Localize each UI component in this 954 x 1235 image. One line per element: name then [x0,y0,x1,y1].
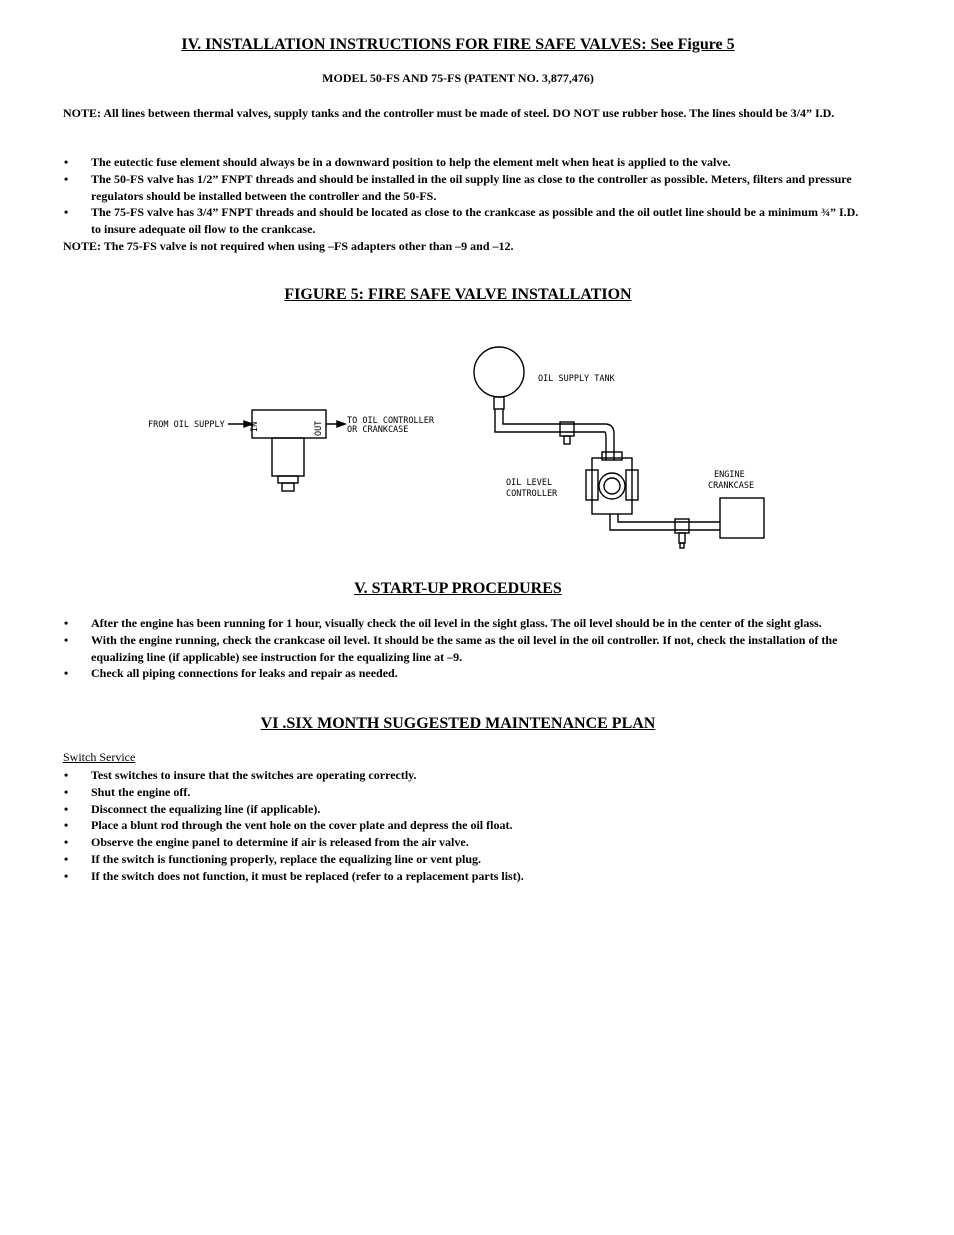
sight-glass-inner [604,478,620,494]
crankcase-label: CRANKCASE [708,481,755,491]
from-oil-supply-label: FROM OIL SUPPLY [148,420,225,430]
engine-label: ENGINE [714,470,745,480]
fs-adapter-note: NOTE: The 75-FS valve is not required when using –FS adapters other than –9 and –12. [63,239,514,253]
list-item: • Place a blunt rod through the vent hole on the cover plate and depress the oil float. [63,817,863,834]
list-item: • If the switch does not function, it must be replaced (refer to a replacement parts list). [63,868,863,885]
section-5-title: V. START-UP PROCEDURES [354,580,562,597]
fuse-element [278,476,298,483]
list-item: • After the engine has been running for 1 hour, visually check the oil level in the sight glass. The oil level should be in the center of the sight glass. [63,615,863,632]
startup-bullet-list [63,615,863,682]
list-item: • Shut the engine off. [63,784,863,801]
steel-lines-note: NOTE: All lines between thermal valves, supply tanks and the controller must be made of steel. DO NOT use rubber hose. The lines should be 3/4” I.D. [63,106,835,120]
in-label: IN [250,421,260,432]
list-item: • Observe the engine panel to determine if air is released from the air valve. [63,834,863,851]
sight-glass [599,473,625,499]
maintenance-bullet-list [63,767,863,885]
list-item: • The eutectic fuse element should always be in a downward position to help the element melt when heat is applied to the valve. [63,154,863,171]
model-line: MODEL 50-FS AND 75-FS (PATENT NO. 3,877,476) [322,71,594,85]
or-crankcase-label: OR CRANKCASE [347,425,409,435]
engine-crankcase [720,498,764,538]
list-item: • If the switch is functioning properly, replace the equalizing line or vent plug. [63,851,863,868]
fuse-tip [282,483,294,491]
tank-outlet [494,397,504,409]
oil-supply-tank-label: OIL SUPPLY TANK [538,374,615,384]
list-item: • Check all piping connections for leaks and repair as needed. [63,665,863,682]
fs-valve-upper [564,436,570,444]
elbow-pipe [605,424,614,460]
fs-valve-tip [680,543,684,548]
fs-valve-lower [679,533,685,543]
controller-cap [602,452,622,460]
section-6-title: VI .SIX MONTH SUGGESTED MAINTENANCE PLAN [260,715,656,732]
fire-safe-valve-diagram [140,340,780,565]
to-oil-controller-label: TO OIL CONTROLLER [347,416,434,426]
list-item: • Test switches to insure that the switches are operating correctly. [63,767,863,784]
switch-service-subheading: Switch Service [63,750,136,764]
oil-supply-tank [474,347,524,397]
figure-5-title: FIGURE 5: FIRE SAFE VALVE INSTALLATION [284,286,632,303]
list-item: • The 75-FS valve has 3/4” FNPT threads and should be located as close to the crankcase as possible and the oil outlet line should be a minimum ¾” I.D. to insure adequate oil flow to the crankcase. [63,204,863,238]
supply-pipe [495,409,605,432]
outlet-pipe [610,514,720,530]
installation-bullet-list [63,154,863,238]
controller-label: CONTROLLER [506,489,558,499]
section-4-title: IV. INSTALLATION INSTRUCTIONS FOR FIRE SAFE VALVES: See Figure 5 [181,36,735,53]
list-item: • Disconnect the equalizing line (if applicable). [63,801,863,818]
list-item: • With the engine running, check the crankcase oil level. It should be the same as the oil level in the oil controller. If not, check the installation of the equalizing line (if applicable) see instruction for the equalizing line at –9. [63,632,863,666]
outlet-arrow-icon [337,421,345,427]
fuse-housing [272,438,304,476]
list-item: • The 50-FS valve has 1/2” FNPT threads and should be installed in the oil supply line as close to the controller as possible. Meters, filters and pressure regulators should be installed between the controller and the 50-FS. [63,171,863,205]
tee-fitting-lower [675,519,689,533]
out-label: OUT [314,420,324,436]
oil-level-label: OIL LEVEL [506,478,553,488]
